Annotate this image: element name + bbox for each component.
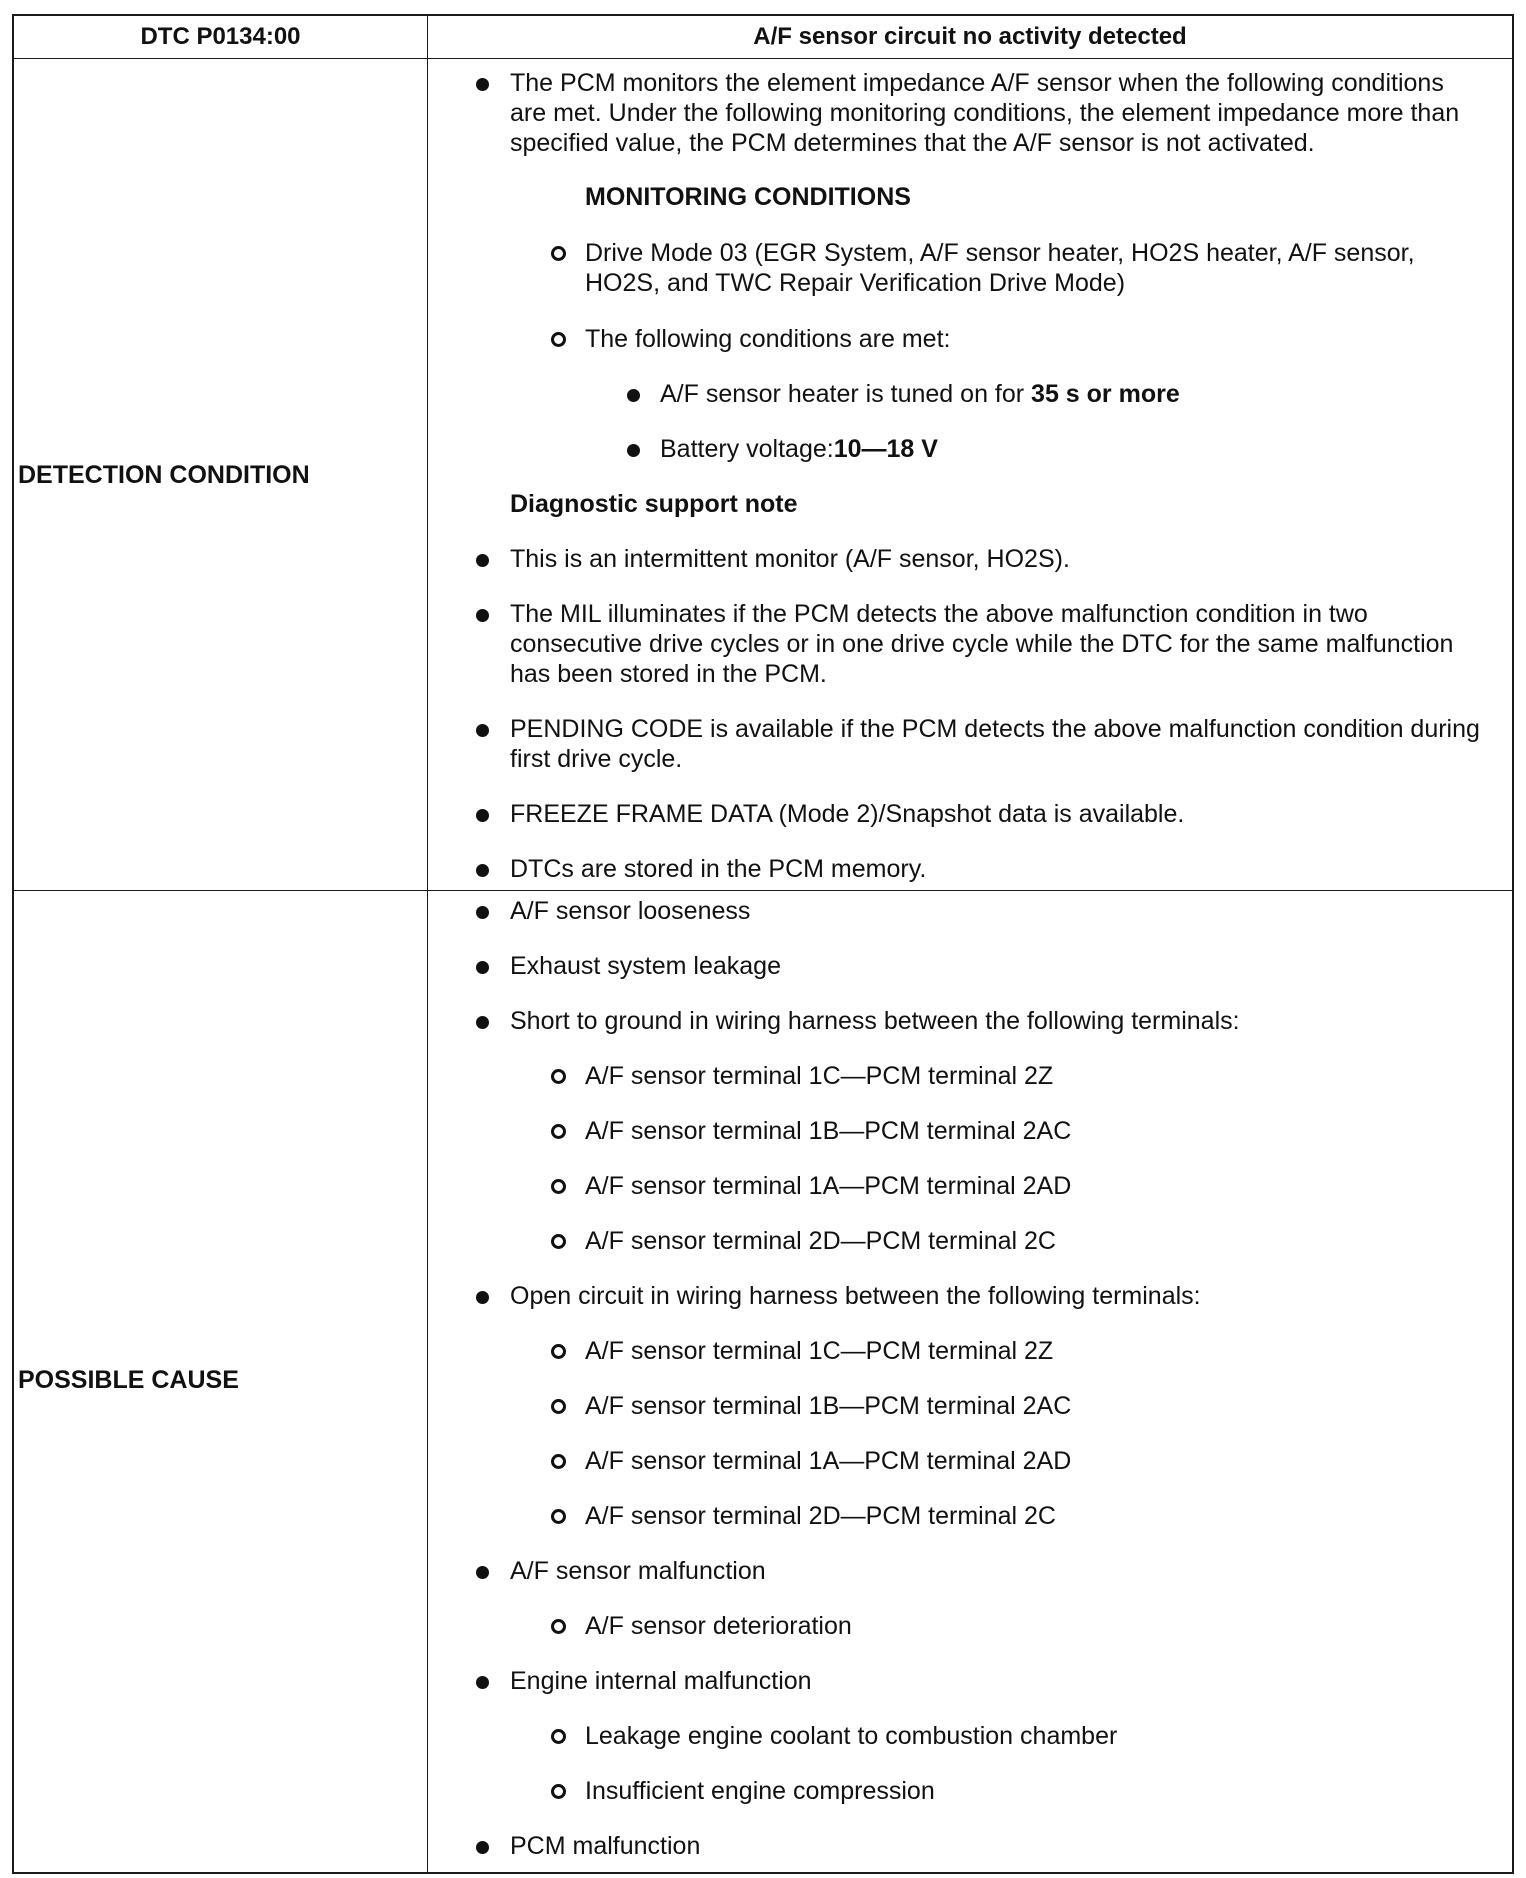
sub-bullet-icon [551,1124,566,1139]
bullet-icon [476,1566,489,1579]
row-divider [14,890,1512,891]
bullet-icon [476,864,489,877]
bullet-icon [476,1841,489,1854]
bullet-icon [476,906,489,919]
dtc-code: DTC P0134:00 [140,23,301,50]
cause-6-sub-1: Leakage engine coolant to combustion chamber [585,1722,1118,1750]
sub-bullet-icon [551,1179,566,1194]
drive-mode-line-2: HO2S, and TWC Repair Verification Drive Mode) [585,269,1126,297]
sub-bullet-icon [551,1399,566,1414]
intro-line-3: specified value, the PCM determines that the A/F sensor is not activated. [510,129,1315,157]
cause-4: Open circuit in wiring harness between the following terminals: [510,1282,1201,1310]
battery-condition: Battery voltage:10—18 V [660,435,938,463]
cause-6-sub-2: Insufficient engine compression [585,1777,935,1805]
open-term-2: A/F sensor terminal 1B—PCM terminal 2AC [585,1392,1072,1420]
open-term-4: A/F sensor terminal 2D—PCM terminal 2C [585,1502,1056,1530]
detection-condition-label: DETECTION CONDITION [18,461,310,489]
dtc-table [12,14,1514,1874]
bullet-icon [476,724,489,737]
sub-bullet-icon [551,1619,566,1634]
open-term-3: A/F sensor terminal 1A—PCM terminal 2AD [585,1447,1072,1475]
short-term-2: A/F sensor terminal 1B—PCM terminal 2AC [585,1117,1072,1145]
bullet-icon [627,389,640,402]
note-2-line-1: The MIL illuminates if the PCM detects the above malfunction condition in two [510,600,1368,628]
cause-5-sub: A/F sensor deterioration [585,1612,852,1640]
sub-bullet-icon [551,1454,566,1469]
bullet-icon [476,554,489,567]
monitoring-conditions-heading: MONITORING CONDITIONS [585,183,911,211]
header-divider [14,58,1512,59]
sub-bullet-icon [551,246,566,261]
sub-bullet-icon [551,1509,566,1524]
bullet-icon [476,78,489,91]
conditions-met: The following conditions are met: [585,325,951,353]
note-2-line-3: has been stored in the PCM. [510,660,827,688]
drive-mode-line-1: Drive Mode 03 (EGR System, A/F sensor heater, HO2S heater, A/F sensor, [585,239,1415,267]
dtc-title: A/F sensor circuit no activity detected [753,23,1187,50]
bullet-icon [476,1291,489,1304]
short-term-1: A/F sensor terminal 1C—PCM terminal 2Z [585,1062,1054,1090]
cause-7: PCM malfunction [510,1832,701,1860]
sub-bullet-icon [551,1729,566,1744]
note-3-line-2: first drive cycle. [510,745,683,773]
bullet-icon [476,1676,489,1689]
open-term-1: A/F sensor terminal 1C—PCM terminal 2Z [585,1337,1054,1365]
note-4: FREEZE FRAME DATA (Mode 2)/Snapshot data is available. [510,800,1185,828]
intro-line-1: The PCM monitors the element impedance A/F sensor when the following conditions [510,69,1444,97]
note-3-line-1: PENDING CODE is available if the PCM detects the above malfunction condition during [510,715,1480,743]
heater-condition: A/F sensor heater is tuned on for 35 s or more [660,380,1180,408]
note-1: This is an intermittent monitor (A/F sensor, HO2S). [510,545,1070,573]
column-divider [427,16,428,1872]
sub-bullet-icon [551,332,566,347]
support-note-heading: Diagnostic support note [510,490,798,518]
bullet-icon [476,1016,489,1029]
cause-5: A/F sensor malfunction [510,1557,766,1585]
cause-2: Exhaust system leakage [510,952,781,980]
bullet-icon [476,961,489,974]
intro-line-2: are met. Under the following monitoring conditions, the element impedance more than [510,99,1460,127]
short-term-4: A/F sensor terminal 2D—PCM terminal 2C [585,1227,1056,1255]
note-2-line-2: consecutive drive cycles or in one drive cycle while the DTC for the same malfunction [510,630,1454,658]
bullet-icon [627,444,640,457]
bullet-icon [476,809,489,822]
cause-1: A/F sensor looseness [510,897,751,925]
cause-3: Short to ground in wiring harness between the following terminals: [510,1007,1240,1035]
sub-bullet-icon [551,1234,566,1249]
possible-cause-label: POSSIBLE CAUSE [18,1366,239,1394]
bullet-icon [476,609,489,622]
note-5: DTCs are stored in the PCM memory. [510,855,927,883]
cause-6: Engine internal malfunction [510,1667,812,1695]
sub-bullet-icon [551,1069,566,1084]
sub-bullet-icon [551,1344,566,1359]
short-term-3: A/F sensor terminal 1A—PCM terminal 2AD [585,1172,1072,1200]
sub-bullet-icon [551,1784,566,1799]
